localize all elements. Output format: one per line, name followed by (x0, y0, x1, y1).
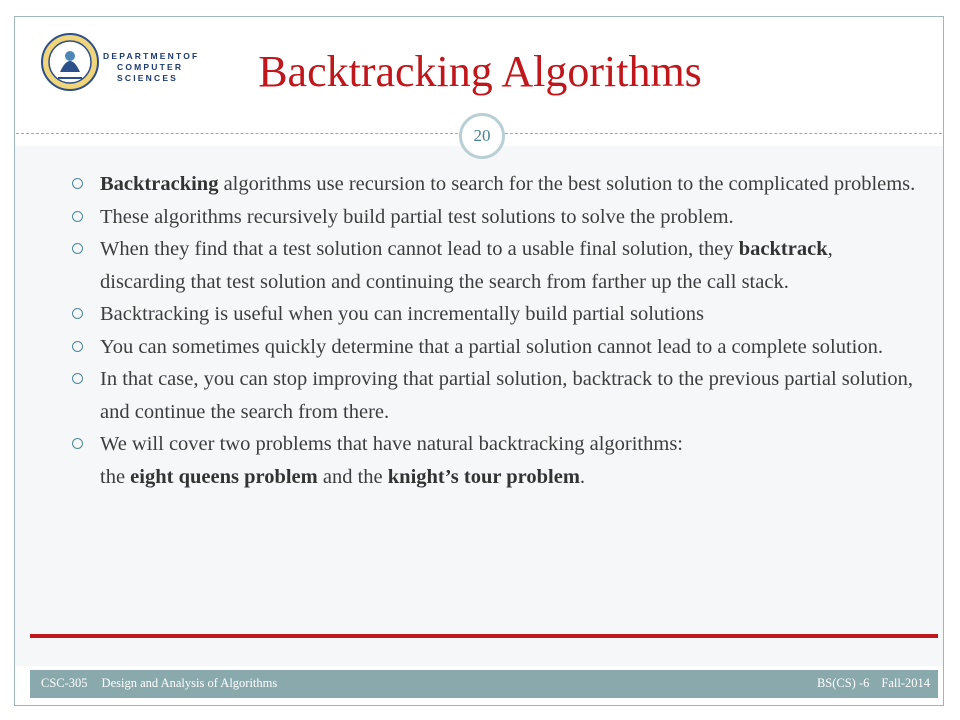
dept-line-1: DEPARTMENTOF (103, 51, 200, 61)
bullet-ring-icon (72, 243, 83, 254)
bullet-text: Backtracking is useful when you can incrementally build partial solutions (100, 303, 705, 325)
bullet-ring-icon (72, 178, 83, 189)
bullet-text: and the (317, 465, 388, 488)
dept-line-2: COMPUTER (117, 62, 184, 72)
footer-left (41, 676, 277, 691)
bullet-ring-icon (72, 308, 83, 319)
bullet-bold-term: eight queens problem (130, 465, 318, 488)
bullet-ring-icon (72, 341, 83, 352)
dept-line-3: SCIENCES (117, 73, 179, 83)
bullet-text: algorithms use recursion to search for the best solution to the complicated problems. (218, 173, 916, 195)
bullet-item (72, 363, 922, 428)
university-logo (40, 28, 200, 98)
bullet-ring-icon (72, 373, 83, 384)
bullet-ring-icon (72, 438, 83, 449)
footer-right (817, 676, 930, 691)
course-name: Design and Analysis of Algorithms (101, 676, 278, 690)
bullet-item (72, 298, 922, 331)
bullet-text: When they find that a test solution cannot lead to a usable final solution, they (100, 238, 739, 260)
bullet-text: , discarding that test solution and continuing the search from farther up the call stack. (100, 238, 833, 293)
bullet-bold-term: knight’s tour problem (387, 465, 580, 488)
slide-title: Backtracking Algorithms (258, 47, 702, 96)
bullet-bold-term: Backtracking (100, 173, 219, 195)
bullet-item (72, 233, 922, 298)
program-label: BS(CS) -6 (816, 676, 870, 690)
footer-bar (30, 670, 938, 698)
bullet-text: . (579, 465, 586, 488)
term-label: Fall-2014 (881, 676, 930, 690)
bullet-text: You can sometimes quickly determine that a partial solution cannot lead to a complete solution. (100, 335, 884, 358)
bullet-bold-term: backtrack (738, 238, 828, 260)
bullet-item (72, 331, 922, 364)
bullet-text: In that case, you can stop improving that partial solution, backtrack to the previous partial solution, and continue the search from there. (100, 368, 913, 423)
bullet-item (72, 428, 922, 493)
bullet-text: We will cover two problems that have natural backtracking algorithms: (100, 433, 683, 455)
footer-rule (30, 634, 938, 638)
bullet-item (72, 168, 922, 201)
course-code: CSC-305 (41, 676, 88, 690)
bullet-text: These algorithms recursively build partial test solutions to solve the problem. (100, 205, 734, 228)
department-label (103, 51, 199, 84)
bullet-list (72, 168, 922, 493)
bullet-item (72, 201, 922, 234)
slide-number-badge: 20 (459, 113, 505, 159)
bullet-ring-icon (72, 211, 83, 222)
university-seal-icon (40, 28, 104, 98)
bullet-text: the (100, 465, 131, 488)
